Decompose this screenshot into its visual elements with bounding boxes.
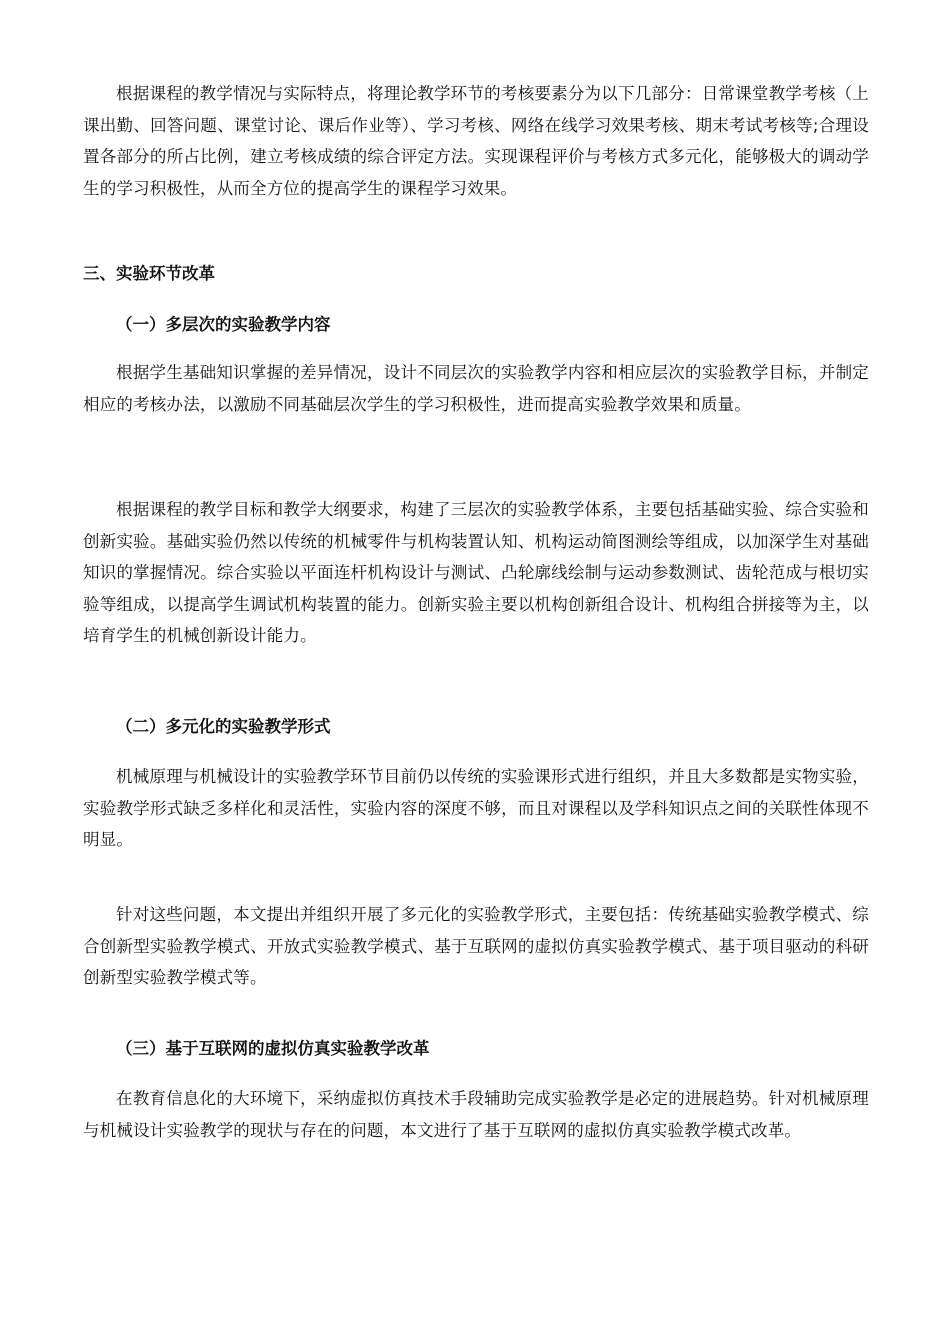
paragraph-diverse-forms: 针对这些问题，本文提出并组织开展了多元化的实验教学形式，主要包括：传统基础实验教学模式、综合创新型实验教学模式、开放式实验教学模式、基于互联网的虚拟仿真实验教学模式、基于项目驱动的科研创新型实验教学模式等。	[83, 905, 869, 987]
paragraph-three-level-system: 根据课程的教学目标和教学大纲要求，构建了三层次的实验教学体系，主要包括基础实验、综合实验和创新实验。基础实验仍然以传统的机械零件与机构装置认知、机构运动简图测绘等组成，以加深学生对基础知识的掌握情况。综合实验以平面连杆机构设计与测试、凸轮廓线绘制与运动参数测试、齿轮范成与根切实验等组成，以提高学生调试机构装置的能力。创新实验主要以机构创新组合设计、机构组合拼接等为主，以培育学生的机械创新设计能力。	[83, 500, 869, 645]
paragraph-assessment-reform: 根据课程的教学情况与实际特点，将理论教学环节的考核要素分为以下几部分：日常课堂教学考核（上课出勤、回答问题、课堂讨论、课后作业等）、学习考核、网络在线学习效果考核、期末考试考核等;合理设置各部分的所占比例，建立考核成绩的综合评定方法。实现课程评价与考核方式多元化，能够极大的调动学生的学习积极性，从而全方位的提高学生的课程学习效果。	[83, 84, 869, 198]
paragraph-multilevel-content: 根据学生基础知识掌握的差异情况，设计不同层次的实验教学内容和相应层次的实验教学目标，并制定相应的考核办法，以激励不同基础层次学生的学习积极性，进而提高实验教学效果和质量。	[83, 363, 869, 414]
paragraph-current-problems: 机械原理与机械设计的实验教学环节目前仍以传统的实验课形式进行组织，并且大多数都是实物实验，实验教学形式缺乏多样化和灵活性，实验内容的深度不够，而且对课程以及学科知识点之间的关联性体现不明显。	[83, 767, 869, 849]
paragraph-virtual-simulation: 在教育信息化的大环境下，采纳虚拟仿真技术手段辅助完成实验教学是必定的进展趋势。针对机械原理与机械设计实验教学的现状与存在的问题，本文进行了基于互联网的虚拟仿真实验教学模式改革。	[83, 1089, 869, 1140]
subheading-virtual-simulation: （三）基于互联网的虚拟仿真实验教学改革	[116, 1039, 430, 1058]
subheading-diverse-forms: （二）多元化的实验教学形式	[116, 717, 331, 736]
subheading-multilevel-content: （一）多层次的实验教学内容	[116, 315, 331, 334]
section-heading-experiment-reform: 三、实验环节改革	[83, 264, 215, 283]
